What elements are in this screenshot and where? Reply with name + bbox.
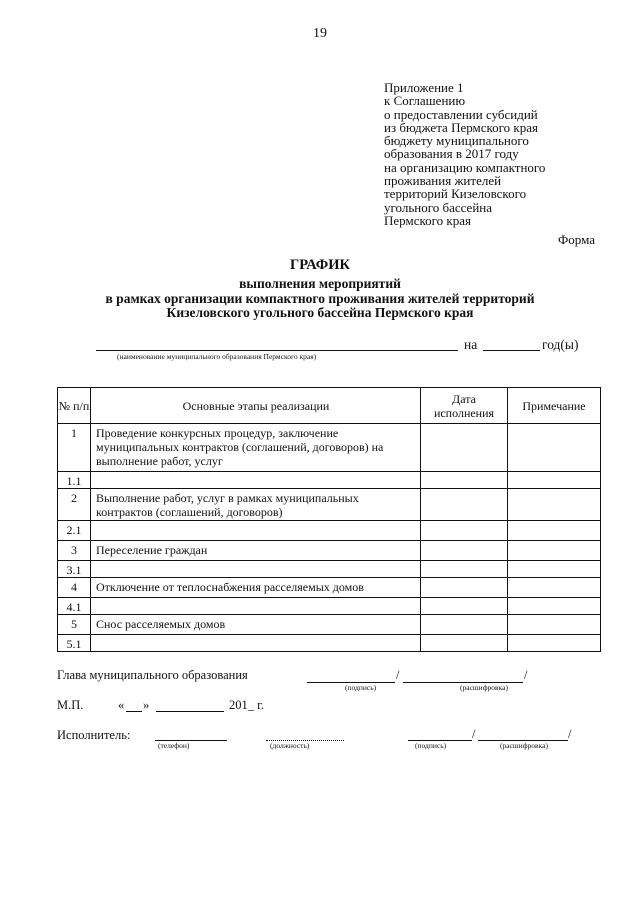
row-stage[interactable]	[91, 521, 421, 541]
appendix-line: к Соглашению	[384, 93, 466, 109]
document-title: ГРАФИК	[289, 257, 351, 273]
municipality-name-field[interactable]	[96, 350, 458, 351]
row-stage[interactable]	[91, 561, 421, 578]
row-date-cell[interactable]	[421, 615, 508, 635]
row-num: 4.1	[58, 598, 91, 615]
row-date-cell[interactable]	[421, 578, 508, 598]
row-note-cell[interactable]	[508, 541, 601, 561]
slash: /	[472, 727, 476, 741]
table-row	[58, 472, 601, 489]
table-row	[58, 521, 601, 541]
row-stage: Переселение граждан	[91, 541, 421, 561]
row-note-cell[interactable]	[508, 578, 601, 598]
on-label: на	[464, 337, 478, 352]
header-num: № п/п	[58, 388, 91, 424]
exec-signature-caption: (подпись)	[415, 741, 447, 750]
table-row	[58, 541, 601, 561]
row-num: 2.1	[58, 521, 91, 541]
phone-caption: (телефон)	[158, 741, 190, 750]
row-note-cell[interactable]	[508, 615, 601, 635]
row-date-cell[interactable]	[421, 561, 508, 578]
appendix-line: Приложение 1	[384, 80, 464, 95]
row-num: 5	[58, 615, 91, 635]
appendix-line: территорий Кизеловского	[384, 186, 527, 202]
row-stage[interactable]	[91, 635, 421, 652]
appendix-note	[384, 81, 545, 227]
row-stage: Выполнение работ, услуг в рамках муниципальных контрактов (соглашений, договоров)	[91, 489, 421, 521]
row-date-cell[interactable]	[421, 598, 508, 615]
appendix-line: о предоставлении субсидий	[384, 106, 538, 122]
executor-label: Исполнитель:	[57, 728, 131, 742]
row-note-cell[interactable]	[508, 472, 601, 489]
date-close-quote: »	[143, 698, 150, 712]
document-subtitle	[0, 277, 640, 321]
row-date-cell[interactable]	[421, 635, 508, 652]
row-note-cell[interactable]	[508, 424, 601, 472]
municipality-caption: (наименование муниципального образования Пермского края)	[117, 352, 317, 361]
row-note-cell[interactable]	[508, 561, 601, 578]
table-row	[58, 424, 601, 472]
table-row	[58, 578, 601, 598]
header-note: Примечание	[508, 388, 601, 424]
appendix-line: угольного бассейна	[384, 199, 493, 215]
month-field[interactable]	[156, 711, 224, 712]
table-row	[58, 615, 601, 635]
row-num: 1.1	[58, 472, 91, 489]
appendix-line: проживания жителей	[384, 173, 502, 189]
head-label: Глава муниципального образования	[57, 668, 248, 682]
slash: /	[524, 668, 528, 682]
signature-caption: (подпись)	[345, 683, 377, 692]
appendix-line: бюджету муниципального	[384, 133, 529, 149]
row-stage: Проведение конкурсных процедур, заключение муниципальных контрактов (соглашений, договоров) на выполнение работ, услуг	[91, 424, 421, 472]
decryption-caption: (расшифровка)	[460, 683, 508, 692]
stamp-label: М.П.	[57, 698, 84, 712]
year-field[interactable]	[483, 350, 540, 351]
table-row	[58, 635, 601, 652]
row-stage[interactable]	[91, 472, 421, 489]
subtitle-line: в рамках организации компактного проживания жителей территорий	[105, 290, 535, 306]
row-num: 4	[58, 578, 91, 598]
row-num: 1	[58, 424, 91, 472]
row-note-cell[interactable]	[508, 489, 601, 521]
row-note-cell[interactable]	[508, 598, 601, 615]
day-field[interactable]	[126, 711, 142, 712]
header-stages: Основные этапы реализации	[91, 388, 421, 424]
appendix-line: из бюджета Пермского края	[384, 119, 539, 135]
row-date-cell[interactable]	[421, 521, 508, 541]
exec-decryption-caption: (расшифровка)	[500, 741, 548, 750]
table-row	[58, 489, 601, 521]
subtitle-line: выполнения мероприятий	[239, 276, 401, 291]
schedule-table	[57, 387, 601, 652]
table-row	[58, 561, 601, 578]
slash: /	[396, 668, 400, 682]
table-row	[58, 598, 601, 615]
row-note-cell[interactable]	[508, 635, 601, 652]
table-header-row	[58, 388, 601, 424]
page-number: 19	[313, 26, 327, 41]
row-date-cell[interactable]	[421, 489, 508, 521]
row-stage: Отключение от теплоснабжения расселяемых домов	[91, 578, 421, 598]
subtitle-line: Кизеловского угольного бассейна Пермского края	[166, 305, 474, 320]
date-open-quote: «	[118, 698, 125, 712]
appendix-line: образования в 2017 году	[384, 146, 519, 162]
appendix-line: Пермского края	[384, 212, 471, 228]
row-date-cell[interactable]	[421, 541, 508, 561]
row-num: 3	[58, 541, 91, 561]
date-year-label: 201_ г.	[229, 698, 264, 712]
row-stage[interactable]	[91, 598, 421, 615]
row-num: 2	[58, 489, 91, 521]
appendix-line: на организацию компактного	[384, 159, 546, 175]
slash: /	[568, 727, 572, 741]
row-stage: Снос расселяемых домов	[91, 615, 421, 635]
header-date: Дата исполнения	[421, 388, 508, 424]
row-note-cell[interactable]	[508, 521, 601, 541]
row-date-cell[interactable]	[421, 424, 508, 472]
position-caption: (должность)	[270, 741, 310, 750]
row-num: 5.1	[58, 635, 91, 652]
row-num: 3.1	[58, 561, 91, 578]
year-label: год(ы)	[542, 337, 579, 352]
form-label: Форма	[558, 232, 595, 247]
row-date-cell[interactable]	[421, 472, 508, 489]
